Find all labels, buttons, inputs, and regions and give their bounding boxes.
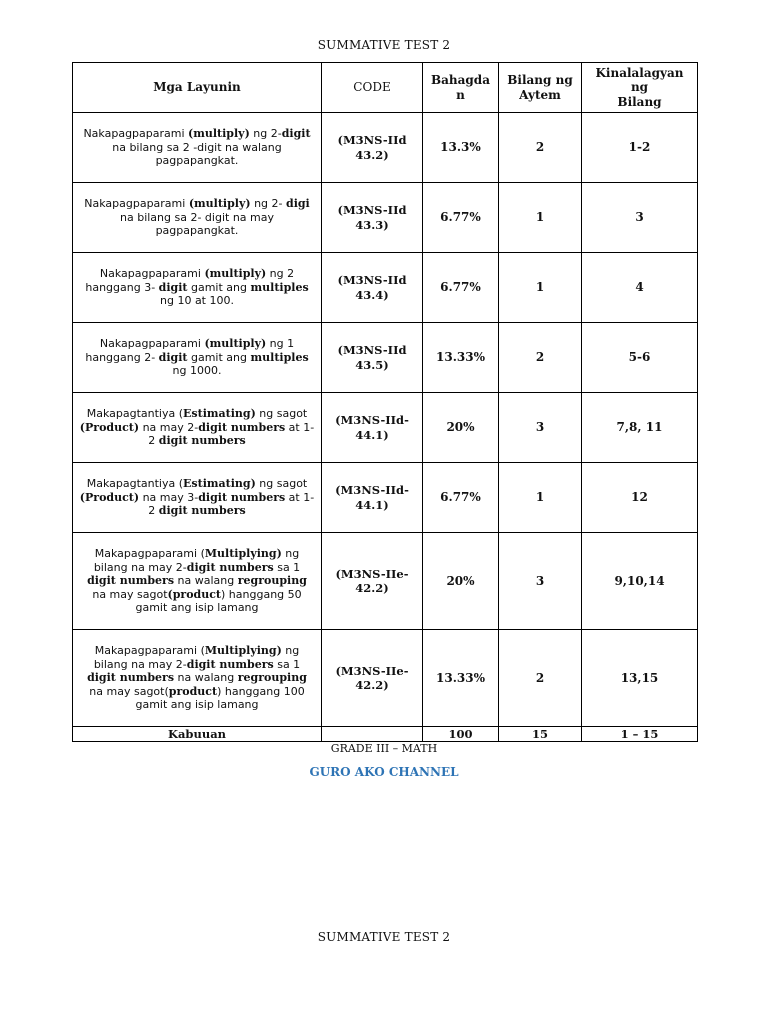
placement-cell: 3 — [582, 183, 698, 253]
percent-cell: 20% — [423, 393, 499, 463]
page-title: SUMMATIVE TEST 2 — [317, 38, 451, 52]
header-objectives: Mga Layunin — [73, 63, 322, 113]
table-row — [73, 323, 698, 393]
percent-cell: 6.77% — [423, 253, 499, 323]
percent-cell: 6.77% — [423, 183, 499, 253]
total-items: 15 — [499, 727, 582, 742]
placement-cell: 1-2 — [582, 113, 698, 183]
items-cell: 2 — [499, 113, 582, 183]
table-row — [73, 113, 698, 183]
table-header-row — [73, 63, 698, 113]
code-cell: (M3NS-IId 43.5) — [322, 323, 423, 393]
objective-cell: Nakapagpaparami (multiply) ng 2-digit na bilang sa 2 -digit na walang pagpapangkat. — [73, 113, 322, 183]
code-cell: (M3NS-IId 43.3) — [322, 183, 423, 253]
total-placement: 1 – 15 — [582, 727, 698, 742]
channel-name: GURO AKO CHANNEL — [309, 765, 459, 779]
items-cell: 2 — [499, 630, 582, 727]
total-label: Kabuuan — [73, 727, 322, 742]
objective-cell: Makapagtantiya (Estimating) ng sagot (Product) na may 3-digit numbers at 1-2 digit numbers — [73, 463, 322, 533]
items-cell: 3 — [499, 533, 582, 630]
items-cell: 1 — [499, 253, 582, 323]
code-cell: (M3NS-IId 43.4) — [322, 253, 423, 323]
percent-cell: 13.33% — [423, 630, 499, 727]
objective-cell: Makapagpaparami (Multiplying) ng bilang na may 2-digit numbers sa 1 digit numbers na walang regrouping na may sagot(product) hanggang 50 gamit ang isip lamang — [73, 533, 322, 630]
table-row — [73, 630, 698, 727]
percent-cell: 20% — [423, 533, 499, 630]
items-cell: 1 — [499, 183, 582, 253]
code-cell: (M3NS-IId- 44.1) — [322, 463, 423, 533]
grade-label: GRADE III – MATH — [330, 742, 438, 755]
objective-cell: Makapagpaparami (Multiplying) ng bilang na may 2-digit numbers sa 1 digit numbers na walang regrouping na may sagot(product) hanggang 100 gamit ang isip lamang — [73, 630, 322, 727]
header-code: CODE — [322, 63, 423, 113]
table-row — [73, 463, 698, 533]
items-cell: 1 — [499, 463, 582, 533]
table-of-specifications — [72, 62, 698, 742]
objective-cell: Nakapagpaparami (multiply) ng 2 hanggang 3- digit gamit ang multiples ng 10 at 100. — [73, 253, 322, 323]
code-cell: (M3NS-IId- 44.1) — [322, 393, 423, 463]
code-cell: (M3NS-IId 43.2) — [322, 113, 423, 183]
objective-cell: Makapagtantiya (Estimating) ng sagot (Product) na may 2-digit numbers at 1-2 digit numbers — [73, 393, 322, 463]
table-row — [73, 393, 698, 463]
placement-cell: 13,15 — [582, 630, 698, 727]
total-code — [322, 727, 423, 742]
objective-cell: Nakapagpaparami (multiply) ng 1 hanggang 2- digit gamit ang multiples ng 1000. — [73, 323, 322, 393]
percent-cell: 13.33% — [423, 323, 499, 393]
placement-cell: 4 — [582, 253, 698, 323]
table-row — [73, 533, 698, 630]
table-row — [73, 183, 698, 253]
placement-cell: 5-6 — [582, 323, 698, 393]
header-placement: Kinalalagyan ng Bilang — [582, 63, 698, 113]
percent-cell: 6.77% — [423, 463, 499, 533]
page-title-next: SUMMATIVE TEST 2 — [317, 930, 451, 944]
items-cell: 2 — [499, 323, 582, 393]
placement-cell: 7,8, 11 — [582, 393, 698, 463]
header-percent: Bahagda n — [423, 63, 499, 113]
items-cell: 3 — [499, 393, 582, 463]
code-cell: (M3NS-IIe- 42.2) — [322, 630, 423, 727]
total-percent: 100 — [423, 727, 499, 742]
table-row — [73, 253, 698, 323]
header-items: Bilang ng Aytem — [499, 63, 582, 113]
placement-cell: 9,10,14 — [582, 533, 698, 630]
objective-cell: Nakapagpaparami (multiply) ng 2- digi na bilang sa 2- digit na may pagpapangkat. — [73, 183, 322, 253]
percent-cell: 13.3% — [423, 113, 499, 183]
placement-cell: 12 — [582, 463, 698, 533]
code-cell: (M3NS-IIe- 42.2) — [322, 533, 423, 630]
total-row — [73, 727, 698, 742]
